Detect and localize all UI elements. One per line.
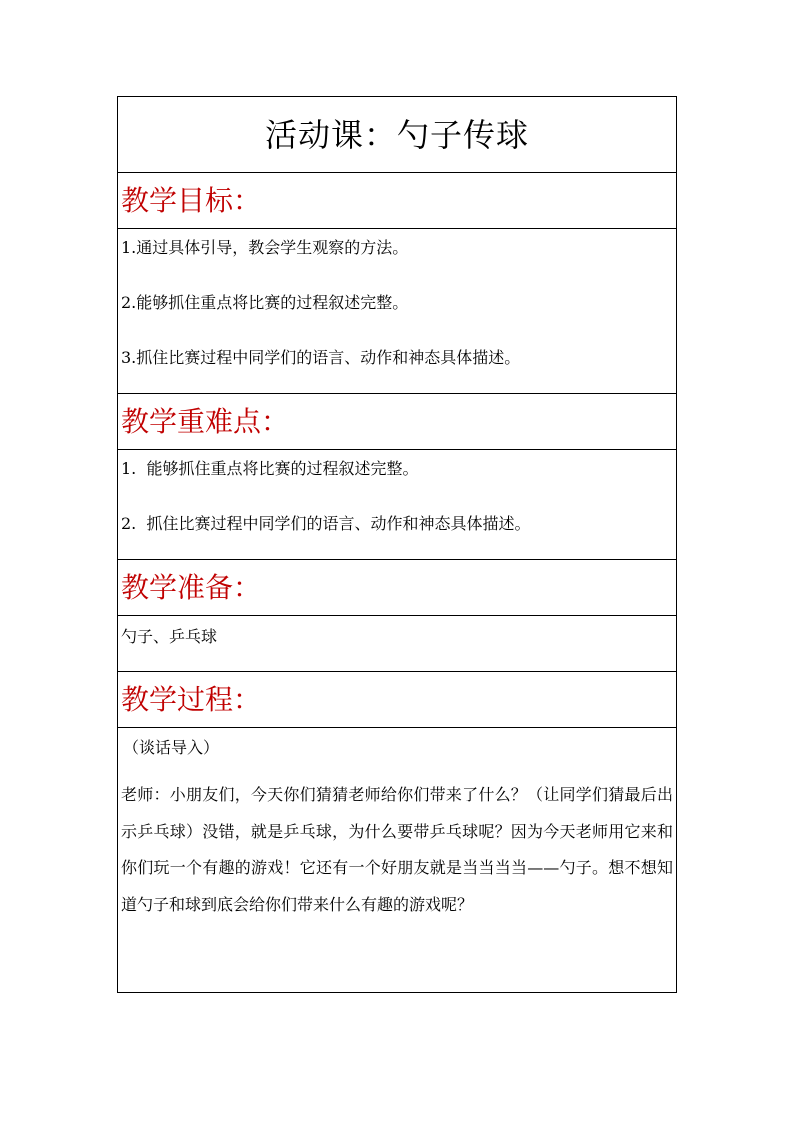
difficulties-heading-row	[118, 394, 676, 450]
lesson-plan-table	[117, 96, 677, 993]
preparation-heading: 教学准备：	[121, 570, 262, 604]
process-heading: 教学过程：	[121, 682, 262, 716]
difficulties-heading: 教学重难点：	[121, 404, 290, 438]
page-title: 活动课：勺子传球	[264, 115, 529, 154]
goal-item: 3.抓住比赛过程中同学们的语言、动作和神态具体描述。	[121, 348, 521, 367]
preparation-content	[118, 616, 676, 672]
process-content	[118, 728, 676, 992]
goals-heading: 教学目标：	[121, 183, 262, 217]
goals-content	[118, 229, 676, 394]
goals-heading-row	[118, 173, 676, 229]
difficulty-item: 1. 能够抓住重点将比赛的过程叙述完整。	[121, 459, 419, 478]
difficulty-item: 2. 抓住比赛过程中同学们的语言、动作和神态具体描述。	[121, 514, 531, 533]
preparation-text: 勺子、乒乓球	[121, 627, 218, 646]
goal-item: 1.通过具体引导，教会学生观察的方法。	[121, 238, 409, 257]
goal-item: 2.能够抓住重点将比赛的过程叙述完整。	[121, 293, 409, 312]
process-narration: 老师：小朋友们，今天你们猜猜老师给你们带来了什么？（让同学们猜最后出示乒乓球）没错，就是乒乓球，为什么要带乒乓球呢？因为今天老师用它来和你们玩一个有趣的游戏！它还有一个好朋友就是当当当当——勺子。想不想知道勺子和球到底会给你们带来什么有趣的游戏呢？	[121, 785, 673, 914]
preparation-heading-row	[118, 560, 676, 616]
difficulties-content	[118, 450, 676, 560]
title-row	[118, 97, 676, 173]
process-heading-row	[118, 672, 676, 728]
process-intro: （谈话导入）	[123, 738, 220, 757]
